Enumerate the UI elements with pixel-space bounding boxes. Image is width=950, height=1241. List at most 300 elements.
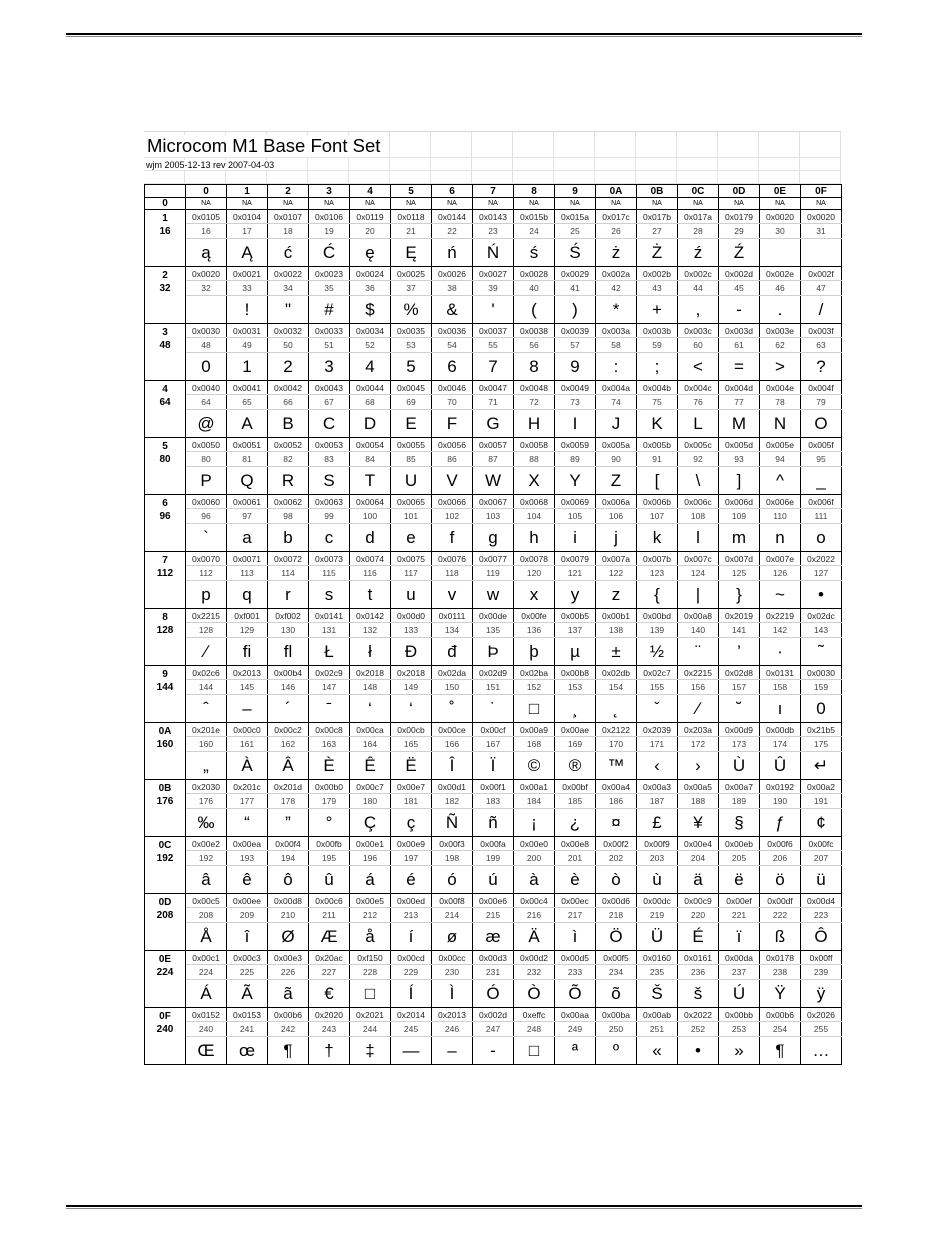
decimal-code-cell: 74 — [596, 395, 637, 410]
decimal-code-cell: 208 — [186, 908, 227, 923]
decimal-row — [145, 566, 842, 581]
decimal-code-cell: 239 — [801, 965, 842, 980]
column-header-row — [145, 185, 842, 198]
unicode-code-cell: 0x0043 — [309, 381, 350, 395]
unicode-code-cell: 0x0079 — [555, 552, 596, 566]
glyph-cell: 0 — [186, 353, 227, 381]
na-cell: NA — [391, 198, 432, 210]
row-dec-label: 160 — [156, 739, 174, 750]
decimal-code-cell: 170 — [596, 737, 637, 752]
decimal-row — [145, 965, 842, 980]
glyph-cell: « — [637, 1037, 678, 1065]
decimal-code-cell: 62 — [760, 338, 801, 353]
unicode-code-cell: 0x00b5 — [555, 609, 596, 623]
decimal-code-cell: 147 — [309, 680, 350, 695]
glyph-cell: = — [719, 353, 760, 381]
unicode-code-cell: 0x00bf — [555, 780, 596, 794]
unicode-code-cell: 0x015b — [514, 210, 555, 224]
row-hex-label: 6 — [162, 498, 168, 509]
decimal-row — [145, 908, 842, 923]
unicode-code-cell: 0x00a5 — [678, 780, 719, 794]
unicode-code-cell: 0x00ec — [555, 894, 596, 908]
title-grid-cell — [349, 158, 390, 171]
decimal-code-cell: 197 — [391, 851, 432, 866]
decimal-code-cell: 33 — [227, 281, 268, 296]
glyph-cell: A — [227, 410, 268, 438]
title-grid-cell — [677, 158, 718, 171]
na-cell: NA — [432, 198, 473, 210]
unicode-code-cell: 0x00c5 — [186, 894, 227, 908]
glyph-row — [145, 353, 842, 381]
decimal-code-cell: 65 — [227, 395, 268, 410]
column-header: 0A — [596, 185, 637, 198]
title-grid-cell — [800, 158, 841, 171]
glyph-cell: ô — [268, 866, 309, 894]
glyph-cell: Ô — [801, 923, 842, 951]
unicode-code-cell: 0x00c2 — [268, 723, 309, 737]
decimal-code-cell: 172 — [678, 737, 719, 752]
glyph-cell: n — [760, 524, 801, 552]
glyph-cell: D — [350, 410, 391, 438]
decimal-code-cell: 223 — [801, 908, 842, 923]
glyph-cell: b — [268, 524, 309, 552]
title-grid-cell — [636, 171, 677, 184]
decimal-code-cell: 118 — [432, 566, 473, 581]
glyph-cell: Ê — [350, 752, 391, 780]
glyph-row — [145, 1037, 842, 1065]
unicode-code-cell: 0x00d2 — [514, 951, 555, 965]
decimal-code-cell: 109 — [719, 509, 760, 524]
unicode-code-cell: 0x002d — [719, 267, 760, 281]
na-row — [145, 198, 842, 210]
unicode-code-cell: 0x0020 — [760, 210, 801, 224]
decimal-code-cell: 255 — [801, 1022, 842, 1037]
unicode-code-cell: 0x00e8 — [555, 837, 596, 851]
glyph-cell: ˚ — [432, 695, 473, 723]
row-hex-label: 0D — [158, 897, 172, 908]
glyph-cell: \ — [678, 467, 719, 495]
decimal-code-cell: 90 — [596, 452, 637, 467]
title-grid-cell — [390, 132, 431, 158]
unicode-code-cell: 0x02d8 — [719, 666, 760, 680]
glyph-cell: a — [227, 524, 268, 552]
unicode-code-cell: 0x00b8 — [555, 666, 596, 680]
glyph-cell: C — [309, 410, 350, 438]
glyph-cell: ‘ — [391, 695, 432, 723]
unicode-code-cell: 0x0064 — [350, 495, 391, 509]
unicode-code-cell: 0x0070 — [186, 552, 227, 566]
decimal-code-cell: 212 — [350, 908, 391, 923]
decimal-code-cell: 251 — [637, 1022, 678, 1037]
glyph-cell: < — [678, 353, 719, 381]
decimal-code-cell: 111 — [801, 509, 842, 524]
glyph-row — [145, 923, 842, 951]
glyph-cell: P — [186, 467, 227, 495]
decimal-code-cell: 169 — [555, 737, 596, 752]
glyph-cell: Ç — [350, 809, 391, 837]
unicode-code-cell: 0x004f — [801, 381, 842, 395]
unicode-code-cell: 0x0105 — [186, 210, 227, 224]
glyph-cell: Ø — [268, 923, 309, 951]
title-grid-cell — [431, 132, 472, 158]
unicode-code-cell: 0x00e4 — [678, 837, 719, 851]
decimal-code-cell: 201 — [555, 851, 596, 866]
unicode-code-cell: 0x00f3 — [432, 837, 473, 851]
unicode-code-cell: 0x003c — [678, 324, 719, 338]
glyph-cell: ∕ — [678, 695, 719, 723]
glyph-row — [145, 296, 842, 324]
glyph-row — [145, 695, 842, 723]
na-cell: NA — [760, 198, 801, 210]
glyph-cell: _ — [801, 467, 842, 495]
na-cell: NA — [596, 198, 637, 210]
glyph-cell: Z — [596, 467, 637, 495]
decimal-code-cell: 40 — [514, 281, 555, 296]
glyph-cell: Ä — [514, 923, 555, 951]
unicode-code-cell: 0x003e — [760, 324, 801, 338]
glyph-cell: ú — [473, 866, 514, 894]
glyph-cell: Ï — [473, 752, 514, 780]
decimal-code-cell: 138 — [596, 623, 637, 638]
glyph-cell: v — [432, 581, 473, 609]
decimal-code-cell: 214 — [432, 908, 473, 923]
unicode-code-cell: 0x00b6 — [268, 1008, 309, 1022]
unicode-code-cell: 0x005b — [637, 438, 678, 452]
column-header: 5 — [391, 185, 432, 198]
unicode-code-cell: 0x00d6 — [596, 894, 637, 908]
unicode-code-cell: 0x02c6 — [186, 666, 227, 680]
decimal-code-cell: 95 — [801, 452, 842, 467]
decimal-code-cell: 157 — [719, 680, 760, 695]
glyph-row — [145, 752, 842, 780]
row-label — [145, 210, 186, 267]
glyph-cell: S — [309, 467, 350, 495]
unicode-code-cell: 0x00eb — [719, 837, 760, 851]
code-row — [145, 495, 842, 509]
decimal-row — [145, 851, 842, 866]
decimal-code-cell: 252 — [678, 1022, 719, 1037]
unicode-code-cell: 0x00fc — [801, 837, 842, 851]
unicode-code-cell: 0x21b5 — [801, 723, 842, 737]
decimal-code-cell: 179 — [309, 794, 350, 809]
unicode-code-cell: 0x00ae — [555, 723, 596, 737]
decimal-code-cell: 36 — [350, 281, 391, 296]
decimal-code-cell: 82 — [268, 452, 309, 467]
decimal-code-cell: 220 — [678, 908, 719, 923]
glyph-cell: f — [432, 524, 473, 552]
decimal-code-cell: 28 — [678, 224, 719, 239]
decimal-code-cell: 30 — [760, 224, 801, 239]
glyph-cell: Ñ — [432, 809, 473, 837]
unicode-code-cell: 0x004e — [760, 381, 801, 395]
glyph-cell: ˛ — [596, 695, 637, 723]
decimal-code-cell: 53 — [391, 338, 432, 353]
glyph-cell: % — [391, 296, 432, 324]
row-label — [145, 381, 186, 438]
unicode-code-cell: 0x2018 — [391, 666, 432, 680]
glyph-cell: ﬂ — [268, 638, 309, 666]
decimal-row — [145, 224, 842, 239]
glyph-cell: À — [227, 752, 268, 780]
unicode-code-cell: 0x0045 — [391, 381, 432, 395]
unicode-code-cell: 0x00ea — [227, 837, 268, 851]
unicode-code-cell: 0x005a — [596, 438, 637, 452]
glyph-cell: ’ — [719, 638, 760, 666]
glyph-cell: ś — [514, 239, 555, 267]
code-row — [145, 381, 842, 395]
unicode-code-cell: 0x2020 — [309, 1008, 350, 1022]
glyph-cell: – — [432, 1037, 473, 1065]
unicode-code-cell: 0x0058 — [514, 438, 555, 452]
decimal-code-cell: 96 — [186, 509, 227, 524]
unicode-code-cell: 0x0030 — [186, 324, 227, 338]
decimal-code-cell: 35 — [309, 281, 350, 296]
glyph-cell: ° — [309, 809, 350, 837]
glyph-cell: © — [514, 752, 555, 780]
glyph-cell: " — [268, 296, 309, 324]
decimal-code-cell: 235 — [637, 965, 678, 980]
glyph-cell: Ę — [391, 239, 432, 267]
glyph-cell: Ì — [432, 980, 473, 1008]
glyph-cell: › — [678, 752, 719, 780]
unicode-code-cell: 0x00e7 — [391, 780, 432, 794]
decimal-code-cell: 71 — [473, 395, 514, 410]
decimal-code-cell: 181 — [391, 794, 432, 809]
unicode-code-cell: 0x00e0 — [514, 837, 555, 851]
decimal-code-cell: 102 — [432, 509, 473, 524]
decimal-code-cell: 61 — [719, 338, 760, 353]
unicode-code-cell: 0x006e — [760, 495, 801, 509]
glyph-cell: T — [350, 467, 391, 495]
glyph-cell: ¸ — [555, 695, 596, 723]
decimal-code-cell: 78 — [760, 395, 801, 410]
unicode-code-cell: 0x0032 — [268, 324, 309, 338]
glyph-cell: ¤ — [596, 809, 637, 837]
glyph-cell: » — [719, 1037, 760, 1065]
glyph-cell: É — [678, 923, 719, 951]
glyph-cell: H — [514, 410, 555, 438]
decimal-code-cell: 141 — [719, 623, 760, 638]
decimal-code-cell: 76 — [678, 395, 719, 410]
glyph-cell: î — [227, 923, 268, 951]
decimal-code-cell: 79 — [801, 395, 842, 410]
decimal-code-cell: 17 — [227, 224, 268, 239]
row-hex-label: 1 — [162, 213, 168, 224]
glyph-cell: # — [309, 296, 350, 324]
unicode-code-cell: 0x02c7 — [637, 666, 678, 680]
decimal-code-cell: 83 — [309, 452, 350, 467]
column-header: 9 — [555, 185, 596, 198]
row-hex-label: 0F — [159, 1011, 171, 1022]
decimal-code-cell: 222 — [760, 908, 801, 923]
glyph-cell: & — [432, 296, 473, 324]
glyph-cell: Ù — [719, 752, 760, 780]
unicode-code-cell: 0x00a3 — [637, 780, 678, 794]
unicode-code-cell: 0x0020 — [801, 210, 842, 224]
unicode-code-cell: 0x02d9 — [473, 666, 514, 680]
unicode-code-cell: 0x00ce — [432, 723, 473, 737]
glyph-cell: Ż — [637, 239, 678, 267]
glyph-cell: ! — [227, 296, 268, 324]
decimal-code-cell: 145 — [227, 680, 268, 695]
decimal-code-cell: 114 — [268, 566, 309, 581]
glyph-cell: ¨ — [678, 638, 719, 666]
decimal-code-cell: 103 — [473, 509, 514, 524]
unicode-code-cell: 0x0050 — [186, 438, 227, 452]
row-dec-label: 128 — [156, 625, 174, 636]
unicode-code-cell: 0x0077 — [473, 552, 514, 566]
glyph-cell: ~ — [760, 581, 801, 609]
glyph-cell: 2 — [268, 353, 309, 381]
unicode-code-cell: 0x00f9 — [637, 837, 678, 851]
glyph-cell: r — [268, 581, 309, 609]
unicode-code-cell: 0x00cc — [432, 951, 473, 965]
title-grid-cell — [431, 171, 472, 184]
unicode-code-cell: 0x0061 — [227, 495, 268, 509]
title-grid-cell — [636, 132, 677, 158]
unicode-code-cell: 0x00b0 — [309, 780, 350, 794]
row-hex-label: 5 — [162, 441, 168, 452]
glyph-cell: z — [596, 581, 637, 609]
title-grid-cell — [226, 171, 267, 184]
glyph-cell: ƒ — [760, 809, 801, 837]
decimal-code-cell: 106 — [596, 509, 637, 524]
bottom-rule-shadow — [66, 1208, 862, 1209]
title-grid-cell — [718, 171, 759, 184]
decimal-code-cell: 72 — [514, 395, 555, 410]
unicode-code-cell: 0x006d — [719, 495, 760, 509]
row-hex-label: 4 — [162, 384, 168, 395]
unicode-code-cell: 0x0104 — [227, 210, 268, 224]
decimal-row — [145, 395, 842, 410]
glyph-cell: • — [678, 1037, 719, 1065]
glyph-cell: Ć — [309, 239, 350, 267]
decimal-code-cell: 97 — [227, 509, 268, 524]
unicode-code-cell: 0x0179 — [719, 210, 760, 224]
decimal-code-cell: 92 — [678, 452, 719, 467]
glyph-cell: € — [309, 980, 350, 1008]
glyph-cell: k — [637, 524, 678, 552]
glyph-cell: æ — [473, 923, 514, 951]
unicode-code-cell: 0x0046 — [432, 381, 473, 395]
unicode-code-cell: 0x00fb — [309, 837, 350, 851]
unicode-code-cell: 0x0042 — [268, 381, 309, 395]
glyph-cell: … — [801, 1037, 842, 1065]
decimal-code-cell: 44 — [678, 281, 719, 296]
glyph-cell: ı — [760, 695, 801, 723]
glyph-cell: ø — [432, 923, 473, 951]
decimal-code-cell: 54 — [432, 338, 473, 353]
na-cell: NA — [473, 198, 514, 210]
glyph-cell: 1 — [227, 353, 268, 381]
unicode-code-cell: 0x00c7 — [350, 780, 391, 794]
glyph-cell: • — [801, 581, 842, 609]
column-header: 0 — [186, 185, 227, 198]
unicode-code-cell: 0x0161 — [678, 951, 719, 965]
glyph-cell: * — [596, 296, 637, 324]
glyph-cell: — — [391, 1037, 432, 1065]
row-label: 0 — [145, 198, 186, 210]
unicode-code-cell: 0x0048 — [514, 381, 555, 395]
unicode-code-cell: 0x00a7 — [719, 780, 760, 794]
decimal-code-cell: 158 — [760, 680, 801, 695]
unicode-code-cell: 0x007c — [678, 552, 719, 566]
glyph-cell: q — [227, 581, 268, 609]
unicode-code-cell: 0x0022 — [268, 267, 309, 281]
decimal-code-cell: 183 — [473, 794, 514, 809]
decimal-code-cell: 134 — [432, 623, 473, 638]
decimal-code-cell: 22 — [432, 224, 473, 239]
decimal-code-cell: 110 — [760, 509, 801, 524]
unicode-code-cell: 0x00da — [719, 951, 760, 965]
unicode-code-cell: 0x0153 — [227, 1008, 268, 1022]
row-dec-label: 96 — [159, 511, 171, 522]
font-table — [144, 184, 842, 1065]
decimal-code-cell: 188 — [678, 794, 719, 809]
decimal-code-cell: 198 — [432, 851, 473, 866]
glyph-cell: ; — [637, 353, 678, 381]
decimal-code-cell: 216 — [514, 908, 555, 923]
unicode-code-cell: 0x2022 — [678, 1008, 719, 1022]
decimal-code-cell: 67 — [309, 395, 350, 410]
glyph-cell: 4 — [350, 353, 391, 381]
glyph-cell: ê — [227, 866, 268, 894]
decimal-code-cell: 250 — [596, 1022, 637, 1037]
decimal-code-cell: 87 — [473, 452, 514, 467]
glyph-row — [145, 866, 842, 894]
glyph-cell: 7 — [473, 353, 514, 381]
decimal-code-cell: 152 — [514, 680, 555, 695]
title-grid-cell — [554, 132, 595, 158]
glyph-cell: ë — [719, 866, 760, 894]
unicode-code-cell: 0x0160 — [637, 951, 678, 965]
unicode-code-cell: 0x0118 — [391, 210, 432, 224]
decimal-code-cell: 108 — [678, 509, 719, 524]
decimal-code-cell: 164 — [350, 737, 391, 752]
glyph-cell: ] — [719, 467, 760, 495]
decimal-code-cell: 124 — [678, 566, 719, 581]
glyph-cell: B — [268, 410, 309, 438]
decimal-code-cell: 48 — [186, 338, 227, 353]
row-hex-label: 7 — [162, 555, 168, 566]
decimal-code-cell: 238 — [760, 965, 801, 980]
decimal-code-cell: 247 — [473, 1022, 514, 1037]
decimal-code-cell: 185 — [555, 794, 596, 809]
decimal-code-cell: 70 — [432, 395, 473, 410]
unicode-code-cell: 0x0056 — [432, 438, 473, 452]
glyph-cell: ' — [473, 296, 514, 324]
unicode-code-cell: 0x00f5 — [596, 951, 637, 965]
unicode-code-cell: 0x0029 — [555, 267, 596, 281]
unicode-code-cell: 0x00e9 — [391, 837, 432, 851]
decimal-row — [145, 794, 842, 809]
row-label — [145, 438, 186, 495]
glyph-cell: ñ — [473, 809, 514, 837]
glyph-cell: ± — [596, 638, 637, 666]
glyph-cell: Þ — [473, 638, 514, 666]
unicode-code-cell: 0x0026 — [432, 267, 473, 281]
decimal-code-cell: 182 — [432, 794, 473, 809]
unicode-code-cell: 0x0111 — [432, 609, 473, 623]
sheet-subtitle: wjm 2005-12-13 rev 2007-04-03 — [146, 160, 278, 170]
decimal-code-cell: 25 — [555, 224, 596, 239]
decimal-code-cell: 231 — [473, 965, 514, 980]
na-cell: NA — [801, 198, 842, 210]
unicode-code-cell: 0x005d — [719, 438, 760, 452]
decimal-code-cell: 43 — [637, 281, 678, 296]
unicode-code-cell: 0x201e — [186, 723, 227, 737]
row-dec-label: 32 — [159, 283, 171, 294]
